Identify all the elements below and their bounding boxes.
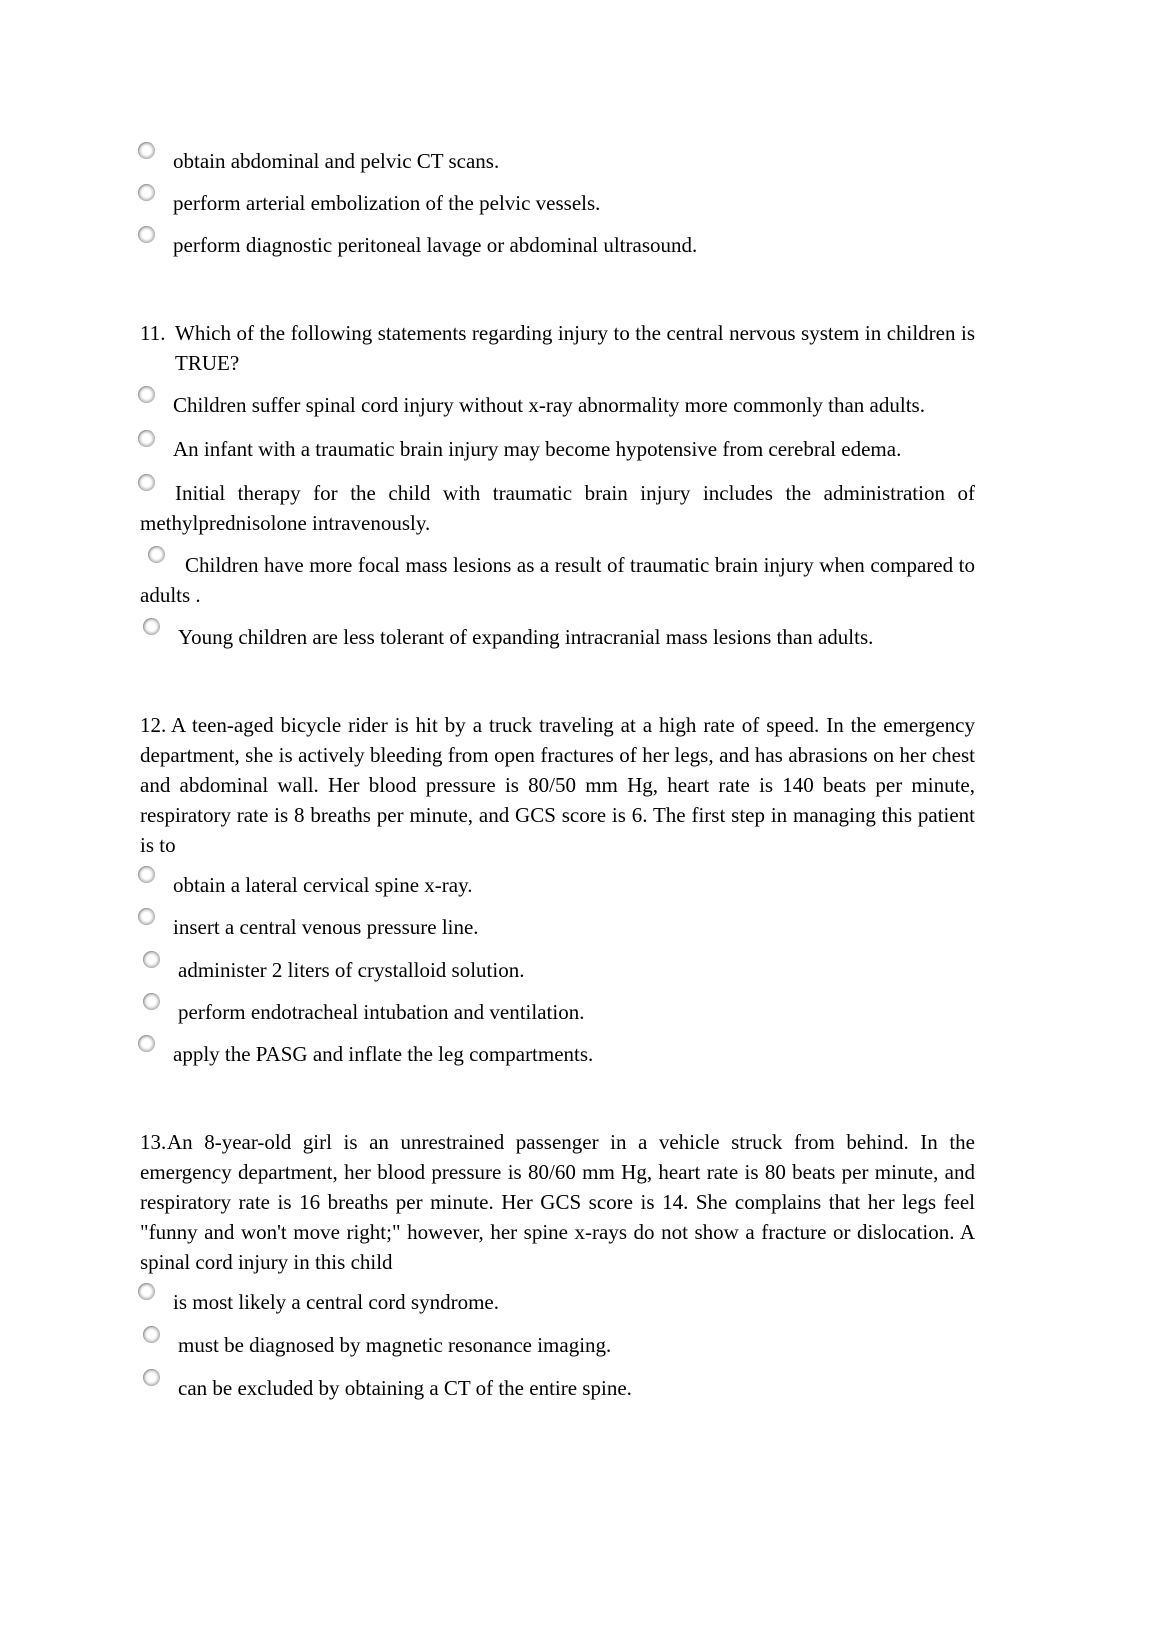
radio-q13-option-3[interactable] xyxy=(143,1369,160,1386)
radio-q11-option-1[interactable] xyxy=(138,386,155,403)
q12-option-5-text: apply the PASG and inflate the leg compartments. xyxy=(173,1042,594,1066)
radio-q11-option-2[interactable] xyxy=(138,430,155,447)
q11-stem: Which of the following statements regarding injury to the central nervous system in children is TRUE? xyxy=(175,321,975,375)
q11-option-4-text xyxy=(140,550,975,610)
q11-number: 11. xyxy=(140,321,166,345)
radio-q12-option-2[interactable] xyxy=(138,908,155,925)
radio-q12-option-3[interactable] xyxy=(143,951,160,968)
q11-option-1-text: Children suffer spinal cord injury without x-ray abnormality more commonly than adults. xyxy=(173,393,925,417)
radio-q12-option-5[interactable] xyxy=(138,1035,155,1052)
q12-stem xyxy=(140,710,975,860)
q12-option-4-text: perform endotracheal intubation and ventilation. xyxy=(178,1000,585,1024)
q13-option-3-text: can be excluded by obtaining a CT of the entire spine. xyxy=(178,1376,632,1400)
q12-option-3-text: administer 2 liters of crystalloid solution. xyxy=(178,958,525,982)
q13-option-2-text: must be diagnosed by magnetic resonance imaging. xyxy=(178,1333,612,1357)
q10-option-3-text: perform diagnostic peritoneal lavage or abdominal ultrasound. xyxy=(173,233,698,257)
radio-q10-option-2[interactable] xyxy=(138,184,155,201)
radio-q11-option-5[interactable] xyxy=(143,618,160,635)
radio-q12-option-1[interactable] xyxy=(138,866,155,883)
q10-option-1-text: obtain abdominal and pelvic CT scans. xyxy=(173,149,500,173)
radio-q10-option-1[interactable] xyxy=(138,142,155,159)
radio-q13-option-2[interactable] xyxy=(143,1326,160,1343)
q13-number: 13. xyxy=(140,1130,167,1154)
q12-stem-text: A teen-aged bicycle rider is hit by a truck traveling at a high rate of speed. In the emergency department, she is actively bleeding from open fractures of her legs, and has abrasions on her chest and abdominal wall. Her blood pressure is 80/50 mm Hg, heart rate is 140 beats per minute, respiratory rate is 8 breaths per minute, and GCS score is 6. The first step in managing this patient is to xyxy=(140,713,975,857)
q13-stem-text: An 8-year-old girl is an unrestrained passenger in a vehicle struck from behind. In the emergency department, her blood pressure is 80/60 mm Hg, heart rate is 80 beats per minute, and respiratory rate is 16 breaths per minute. Her GCS score is 14. She complains that her legs feel "funny and won't move right;" however, her spine x-rays do not show a fracture or dislocation. A spinal cord injury in this child xyxy=(140,1130,975,1274)
q12-option-1-text: obtain a lateral cervical spine x-ray. xyxy=(173,873,473,897)
q10-option-2-text: perform arterial embolization of the pelvic vessels. xyxy=(173,191,601,215)
q11-option-2-text: An infant with a traumatic brain injury may become hypotensive from cerebral edema. xyxy=(173,437,902,461)
q11-option-3-text xyxy=(140,478,975,538)
q11-option-3-label: Initial therapy for the child with traumatic brain injury includes the administration of methylprednisolone intravenously. xyxy=(140,481,975,535)
q11-option-4-label: Children have more focal mass lesions as a result of traumatic brain injury when compared to adults . xyxy=(140,553,975,607)
q12-number: 12. xyxy=(140,713,167,737)
q13-option-1-text: is most likely a central cord syndrome. xyxy=(173,1290,500,1314)
radio-q12-option-4[interactable] xyxy=(143,993,160,1010)
q12-option-2-text: insert a central venous pressure line. xyxy=(173,915,479,939)
q11-option-5-text: Young children are less tolerant of expanding intracranial mass lesions than adults. xyxy=(178,625,874,649)
q13-stem xyxy=(140,1127,975,1277)
radio-q10-option-3[interactable] xyxy=(138,226,155,243)
radio-q13-option-1[interactable] xyxy=(138,1283,155,1300)
